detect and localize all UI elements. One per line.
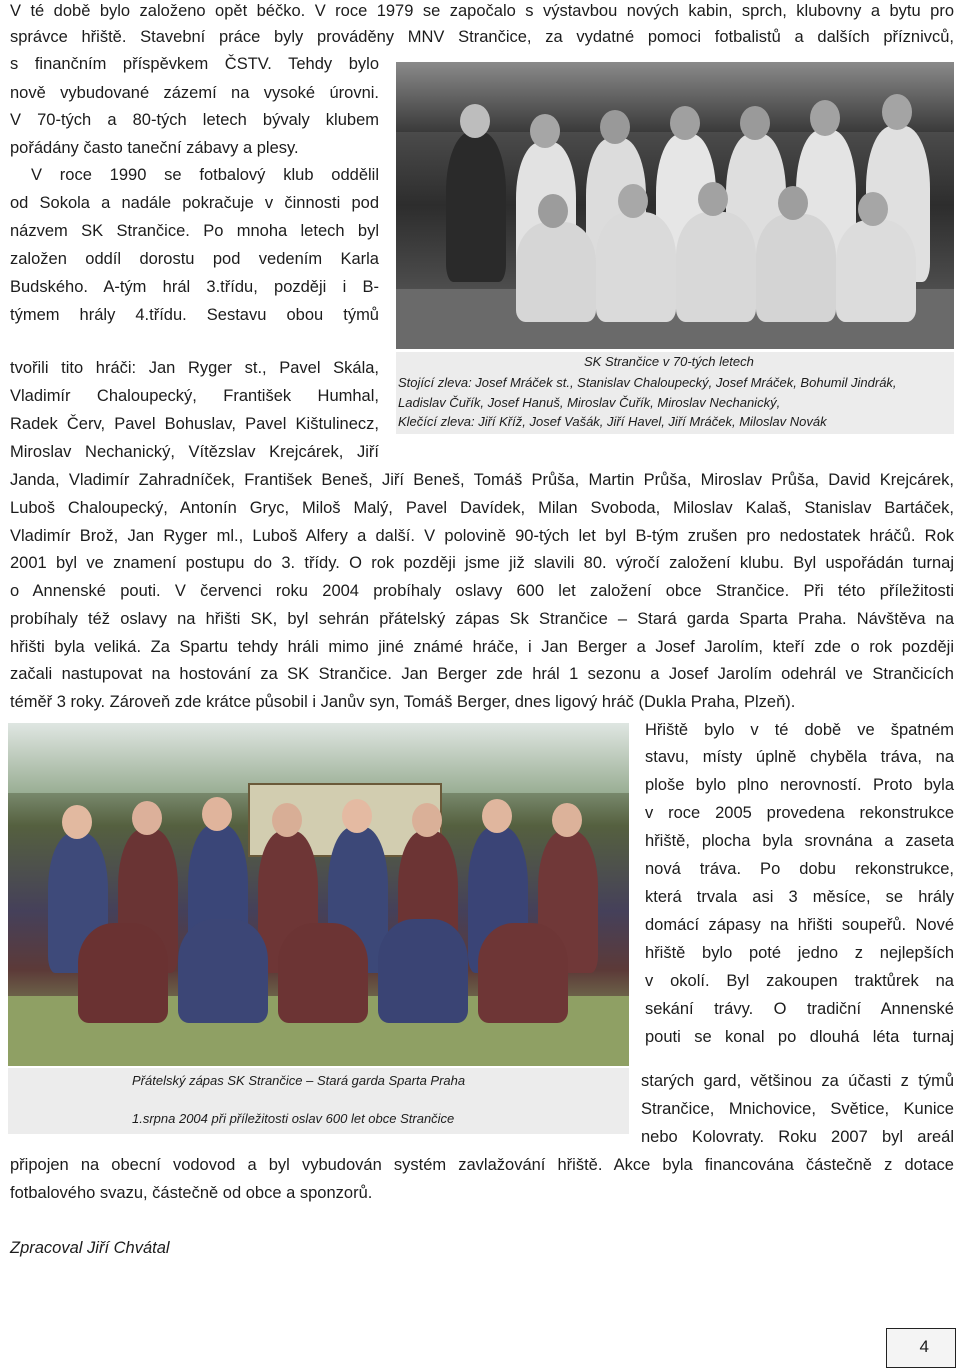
- text-line: o Annenské pouti. V červenci roku 2004 probíhaly oslavy 600 let založení obce Strančice. Při této příležitosti: [10, 582, 954, 600]
- text-line: od Sokola a nadále pokračuje v činnosti pod: [10, 194, 379, 212]
- text-line: domácí zápasy na hřišti soupeřů. Nové: [645, 916, 954, 934]
- text-line: Janda, Vladimír Zahradníček, František Beneš, Jiří Beneš, Tomáš Průša, Martin Průša, Miroslav Průša, David Krejcárek,: [10, 471, 954, 489]
- text-line: správce hřiště. Stavební práce byly prováděny MNV Strančice, za vydatné pomoci fotbalistů a dalších příznivců,: [10, 28, 954, 46]
- text-line: připojen na obecní vodovod a byl vybudován systém zavlažování hřiště. Akce byla financována částečně z dotace: [10, 1156, 954, 1174]
- text-line: tvořili tito hráči: Jan Ryger st., Pavel Skála,: [10, 359, 379, 377]
- text-line: V roce 1990 se fotbalový klub oddělil: [31, 166, 379, 184]
- text-line: názvem SK Strančice. Po mnoha letech byl: [10, 222, 379, 240]
- text-line: nově vybudované zázemí na vysoké úrovni.: [10, 84, 379, 102]
- text-line: hřišti byla veliká. Za Spartu tehdy hráli mimo jiné známé hráče, i Jan Berger a Josef Jarolím, kteří zde o rok později: [10, 638, 954, 656]
- photo-1-caption-standing-cont: Ladislav Čuřík, Josef Hanuš, Miroslav Čuřík, Miroslav Nechanický,: [398, 395, 781, 410]
- text-line: probíhaly též oslavy na hřišti SK, byl sehrán přátelský zápas Sk Strančice – Stará garda Sparta Praha. Návštěva na: [10, 610, 954, 628]
- author-signature: Zpracoval Jiří Chvátal: [10, 1239, 170, 1257]
- text-line: Radek Červ, Pavel Bohuslav, Pavel Kištulinecz,: [10, 415, 379, 433]
- team-photo-1970s: [396, 62, 954, 349]
- photo-1-caption-kneeling: Klečící zleva: Jiří Kříž, Josef Vašák, Jiří Havel, Jiří Mráček, Miloslav Novák: [398, 414, 827, 429]
- text-line: s finančním příspěvkem ČSTV. Tehdy bylo: [10, 55, 379, 73]
- text-line: začali nastupovat na hostování za SK Strančice. Jan Berger zde hrál 1 sezonu a Josef Jarolím odehrál ve Strančicích: [10, 665, 954, 683]
- photo-1-caption-title: SK Strančice v 70-tých letech: [584, 354, 754, 369]
- text-line: ploše bylo plno nerovností. Proto byla: [645, 776, 954, 794]
- photo-2-caption-line1: Přátelský zápas SK Strančice – Stará garda Sparta Praha: [132, 1073, 466, 1088]
- photo-2-caption-line2: 1.srpna 2004 při příležitosti oslav 600 let obce Strančice: [132, 1111, 455, 1126]
- text-line: V 70-tých a 80-tých letech bývaly klubem: [10, 111, 379, 129]
- text-line: nebo Kolovraty. Roku 2007 byl areál: [641, 1128, 954, 1146]
- text-line: sekání trávy. O tradiční Annenské: [645, 1000, 954, 1018]
- text-line: pořádány často taneční zábavy a plesy.: [10, 139, 299, 157]
- text-line: V té době bylo založeno opět béčko. V roce 1979 se započalo s výstavbou nových kabin, sprch, klubovny a bytu pro: [10, 2, 954, 20]
- photo-1-caption-standing: Stojící zleva: Josef Mráček st., Stanislav Chaloupecký, Josef Mráček, Bohumil Jindrák,: [398, 375, 897, 390]
- text-line: starých gard, většinou za účasti z týmů: [641, 1072, 954, 1090]
- text-line: Miroslav Nechanický, Vítězslav Krejcárek, Jiří: [10, 443, 379, 461]
- text-line: Vladimír Brož, Jan Ryger ml., Luboš Alfery a další. V polovině 90-tých let byl B-tým zrušen pro nedostatek hráčů. Rok: [10, 527, 954, 545]
- page-number: 4: [919, 1337, 929, 1356]
- text-line: v okolí. Byl zakoupen traktůrek na: [645, 972, 954, 990]
- text-line: fotbalového svazu, částečně od obce a sponzorů.: [10, 1184, 373, 1202]
- text-line: Strančice, Mnichovice, Světice, Kunice: [641, 1100, 954, 1118]
- page-number-box: [886, 1328, 956, 1368]
- text-line: stavu, místy úplně chyběla tráva, na: [645, 748, 954, 766]
- text-line: hřiště, plocha byla srovnána a zaseta: [645, 832, 954, 850]
- text-line: téměř 3 roky. Zároveň zde krátce působil i Janův syn, Tomáš Berger, dnes ligový hráč (Dukla Praha, Plzeň).: [10, 693, 796, 711]
- text-line: Budského. A-tým hrál 3.třídu, později i B-: [10, 278, 379, 296]
- team-photo-2004: [8, 723, 629, 1066]
- text-line: týmem hrály 4.třídu. Sestavu obou týmů: [10, 306, 379, 324]
- text-line: pouti se konal po dlouhá léta turnaj: [645, 1028, 954, 1046]
- text-line: která trvala asi 3 měsíce, se hrály: [645, 888, 954, 906]
- text-line: v roce 2005 provedena rekonstrukce: [645, 804, 954, 822]
- text-line: nová tráva. Po dobu rekonstrukce,: [645, 860, 954, 878]
- text-line: založen oddíl dorostu pod vedením Karla: [10, 250, 379, 268]
- text-line: Hřiště bylo v té době ve špatném: [645, 721, 954, 739]
- text-line: Vladimír Chaloupecký, František Humhal,: [10, 387, 379, 405]
- text-line: 2001 byl ve znamení postupu do 3. třídy. O rok později jsme již slavili 80. výročí založení klubu. Byl uspořádán turnaj: [10, 554, 954, 572]
- text-line: hřiště bylo poté jedno z nejlepších: [645, 944, 954, 962]
- text-line: Luboš Chaloupecký, Antonín Gryc, Miloš Malý, Pavel Davídek, Milan Svoboda, Miloslav Kalaš, Stanislav Bartáček,: [10, 499, 954, 517]
